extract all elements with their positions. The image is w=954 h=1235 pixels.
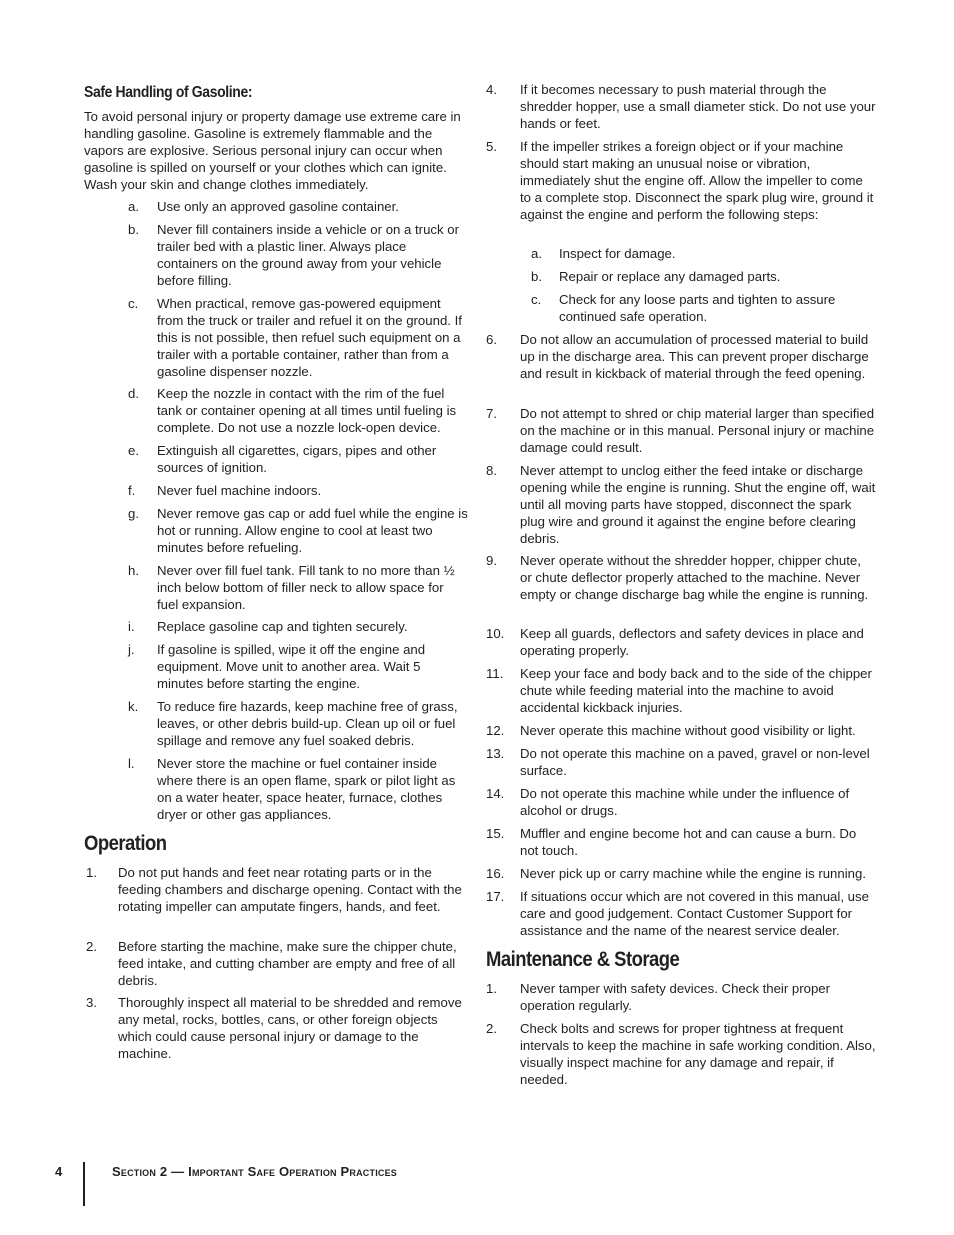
footer-section-title: Section 2 — Important Safe Operation Practices [112,1164,398,1179]
maintenance-item: 1. Never tamper with safety devices. Check their proper operation regularly. [486,981,831,1013]
operation-item: 8. Never attempt to unclog either the feed intake or discharge opening while the engine is running. Shut the engine off, wait until all moving parts have stopped, disconnect the spark plug wire and ground it against the engine before clearing debris. [486,463,876,546]
operation-item: 7. Do not attempt to shred or chip material larger than specified on the machine or in this manual. Personal injury or machine damage could result. [486,406,875,455]
operation-subitem: a. Inspect for damage. [531,246,676,261]
gasoline-item: b. Never fill containers inside a vehicle or on a truck or trailer bed with a plastic liner. Always place containers on the ground away from your vehicle before filling. [128,222,459,288]
gasoline-item: d. Keep the nozzle in contact with the rim of the fuel tank or container opening at all times until fueling is complete. Do not use a nozzle lock-open device. [128,386,457,435]
gasoline-item: a. Use only an approved gasoline container. [128,199,399,214]
operation-item: 11. Keep your face and body back and to the side of the chipper chute while feeding material into the machine to avoid accidental kickback injuries. [486,666,872,715]
gasoline-item: c. When practical, remove gas-powered equipment from the truck or trailer and refuel it on the ground. If this is not possible, then refuel such equipment on a trailer with a portable container, rather than from a gasoline dispenser nozzle. [128,296,462,379]
footer-divider [83,1162,85,1206]
operation-item: 6. Do not allow an accumulation of processed material to build up in the discharge area. This can prevent proper discharge and result in kickback of material through the feed opening. [486,332,869,381]
operation-item: 15. Muffler and engine become hot and can cause a burn. Do not touch. [486,826,857,858]
operation-item: 1. Do not put hands and feet near rotating parts or in the feeding chambers and discharge opening. Contact with the rotating impeller can amputate fingers, hands, and feet. [86,865,462,914]
operation-item: 14. Do not operate this machine while under the influence of alcohol or drugs. [486,786,850,818]
gasoline-item: l. Never store the machine or fuel container inside where there is an open flame, spark or pilot light as on a water heater, space heater, furnace, clothes dryer or other gas appliances. [128,756,456,822]
operation-item: 2. Before starting the machine, make sure the chipper chute, feed intake, and cutting chamber are empty and free of all debris. [86,939,457,988]
operation-item: 3. Thoroughly inspect all material to be shredded and remove any metal, rocks, bottles, cans, or other foreign objects which could cause personal injury or damage to the machine. [86,995,462,1061]
gasoline-item: h. Never over fill fuel tank. Fill tank to no more than ½ inch below bottom of filler neck to allow space for fuel expansion. [128,563,455,612]
gasoline-item: e. Extinguish all cigarettes, cigars, pipes and other sources of ignition. [128,443,437,475]
gasoline-item: i. Replace gasoline cap and tighten securely. [128,619,408,634]
operation-subitem: b. Repair or replace any damaged parts. [531,269,781,284]
operation-item: 12. Never operate this machine without good visibility or light. [486,723,856,738]
operation-item: 5. If the impeller strikes a foreign object or if your machine should start making an unusual noise or vibration, immediately shut the engine off. Allow the impeller to come to a complete stop. Disconnect the spark plug wire, ground it against the engine and perform the following steps: [486,139,874,222]
operation-item: 4. If it becomes necessary to push material through the shredder hopper, use a small diameter stick. Do not use your hands or feet. [486,82,876,131]
operation-subitem: c. Check for any loose parts and tighten to assure continued safe operation. [531,292,836,324]
operation-item: 17. If situations occur which are not covered in this manual, use care and good judgement. Contact Customer Support for assistance and the name of the nearest service dealer. [486,889,869,938]
page-number: 4 [55,1164,63,1179]
maintenance-heading: Maintenance & Storage [486,948,680,971]
gasoline-item: f. Never fuel machine indoors. [128,483,322,498]
gasoline-item: j. If gasoline is spilled, wipe it off the engine and equipment. Move unit to another area. Wait 5 minutes before starting the engine. [128,642,426,691]
gasoline-heading: Safe Handling of Gasoline: [84,84,253,101]
operation-heading: Operation [84,832,167,855]
gasoline-item: k. To reduce fire hazards, keep machine free of grass, leaves, or other debris build-up. Clean up oil or fuel spillage and remove any fuel soaked debris. [128,699,458,748]
operation-item: 16. Never pick up or carry machine while the engine is running. [486,866,866,881]
operation-item: 13. Do not operate this machine on a paved, gravel or non-level surface. [486,746,870,778]
operation-item: 10. Keep all guards, deflectors and safety devices in place and operating properly. [486,626,864,658]
gasoline-item: g. Never remove gas cap or add fuel while the engine is hot or running. Allow engine to cool at least two minutes before refueling. [128,506,468,555]
maintenance-item: 2. Check bolts and screws for proper tightness at frequent intervals to keep the machine in safe working condition. Also, visually inspect machine for any damage and repair, if needed. [486,1021,876,1087]
operation-item: 9. Never operate without the shredder hopper, chipper chute, or chute deflector properly attached to the machine. Never empty or change discharge bag while the engine is running. [486,553,869,602]
gasoline-intro: To avoid personal injury or property damage use extreme care in handling gasoline. Gasoline is extremely flammable and the vapors are explosive. Serious personal injury can occur when gasoline is spilled on yourself or your clothes which can ignite. Wash your skin and change clothes immediately. [84,109,461,192]
